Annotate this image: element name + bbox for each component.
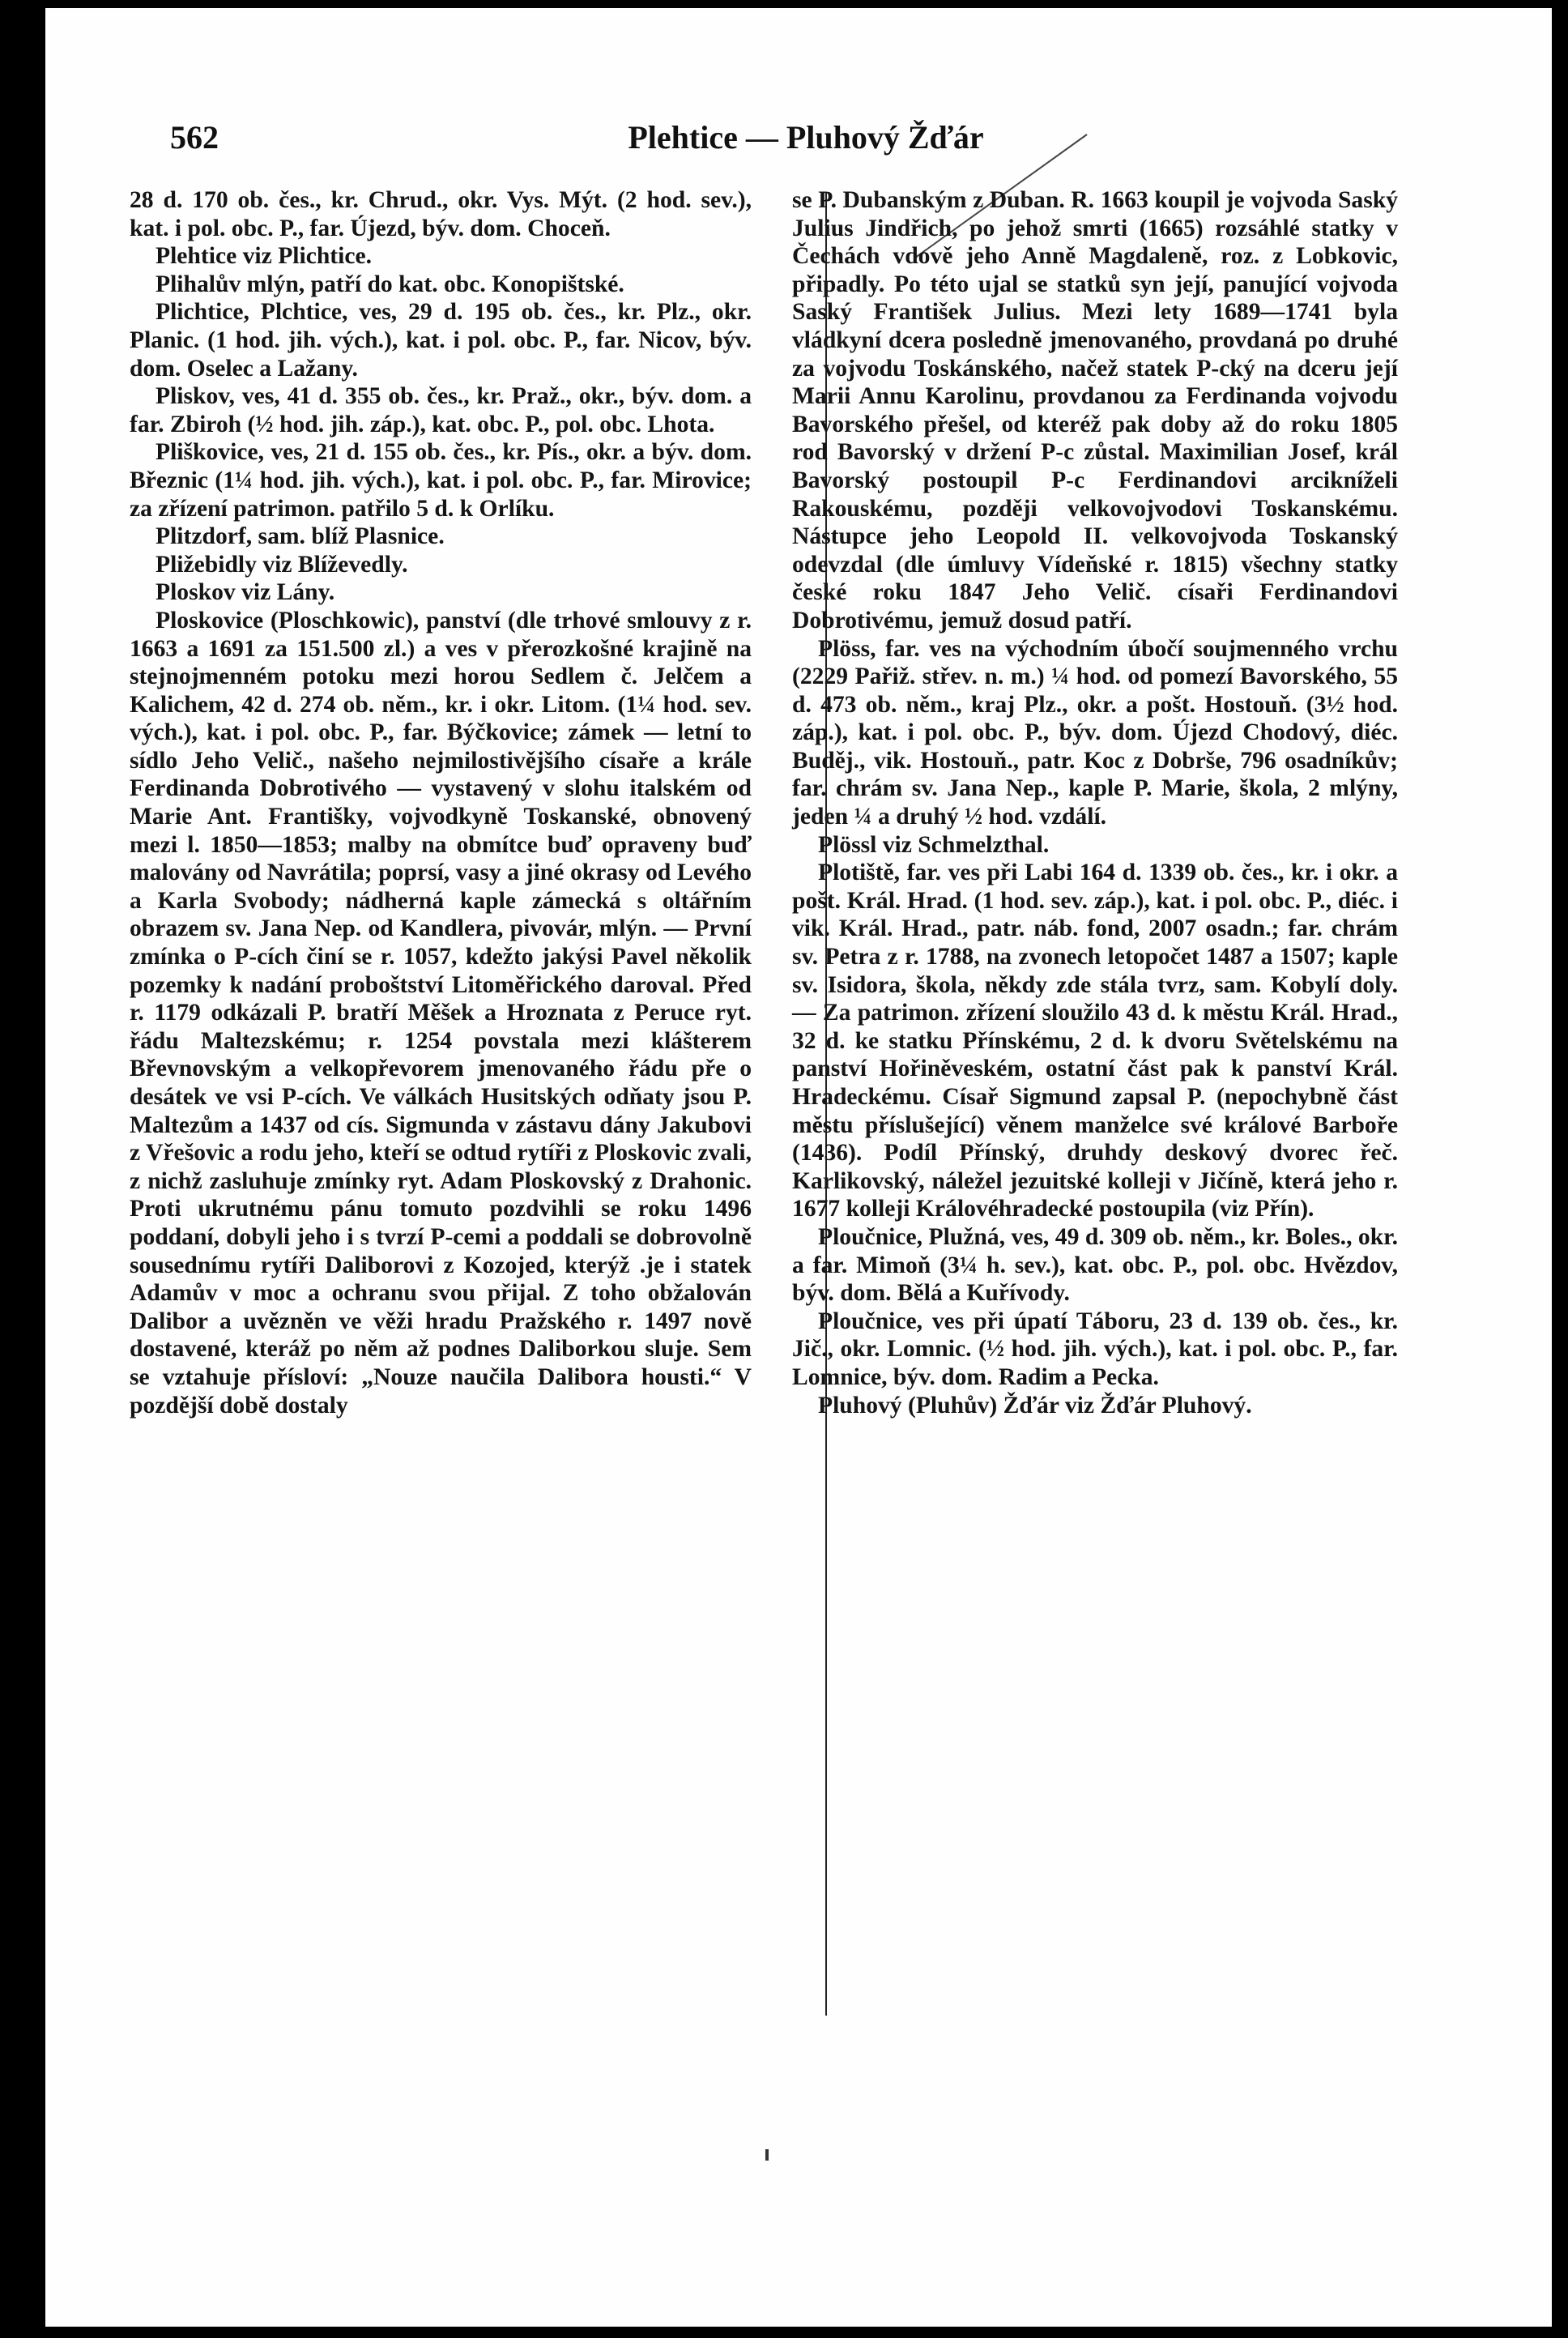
- entry-paragraph: Plössl viz Schmelzthal.: [818, 831, 1050, 858]
- right-column: [792, 186, 1398, 1419]
- entry-paragraph: Ploučnice, ves při úpatí Táboru, 23 d. 139 ob. čes., kr. Jič., okr. Lomnic. (½ hod. jih. vých.), kat. i pol. obc. P., far. Lomnice, býv. dom. Radim a Pecka.: [792, 1308, 1398, 1390]
- entry-paragraph: Ploskovice (Ploschkowic), panství (dle trhové smlouvy z r. 1663 a 1691 za 151.500 zl.) a ves v přerozkošné krajině na stejnojmenném potoku mezi horou Sedlem č. Jelčem a Kalichem, 42 d. 274 ob. něm., kr. i okr. Litom. (1¼ hod. sev. vých.), kat. i pol. obc. P., far. Býčkovice; zámek — letní to sídlo Jeho Velič., našeho nejmilostivějšího císaře a krále Ferdinanda Dobrotivého — vystavený v slohu italském od Marie Ant. Františky, vojvodkyně Toskanské, obnovený mezi l. 1850—1853; malby na obmítce buď opraveny buď malovány od Navrátila; poprsí, vasy a jiné okrasy od Levého a Karla Svobody; nádherná kaple zámecká s oltářním obrazem sv. Jana Nep. od Kandlera, pivovár, mlýn. — První zmínka o P-cích činí se r. 1057, kdežto jakýsi Pavel několik pozemky k nadání proboštství Litoměřického daroval. Před r. 1179 odkázali P. bratří Měšek a Hroznata z Peruce ryt. řádu Maltezskému; r. 1254 povstala mezi klášterem Břevnovským a velkopřevorem jmenovaného řádu pře o desátek ve vsi P-cích. Ve válkách Husitských odňaty jsou P. Maltezům a 1437 od cís. Sigmunda v zástavu dány Jakubovi z Vřešovic a rodu jeho, kteří se odtud rytíři z Ploskovic zvali, z nichž zasluhuje zmínky ryt. Adam Ploskovský z Drahonic. Proti ukrutnému pánu tomuto pozdvihli se roku 1496 poddaní, dobyli jeho i s tvrzí P-cemi a poddali se dobrovolně sousednímu rytíři Daliborovi z Kozojed, kterýž .je i statek Adamův v moc a ochranu svou přijal. Z toho obžalován Dalibor a uvězněn ve věži hradu Pražského r. 1497 nově dostavené, kteráž po něm až podnes Daliborkou sluje. Sem se vztahuje přísloví: „Nouze naučila Dalibora housti.“ V pozdější době dostaly: [130, 607, 752, 1419]
- entry-paragraph: Pližebidly viz Blíževedly.: [156, 551, 408, 578]
- page-header: [170, 113, 1442, 162]
- entry-paragraph: 28 d. 170 ob. čes., kr. Chrud., okr. Vys. Mýt. (2 hod. sev.), kat. i pol. obc. P., far. Újezd, býv. dom. Choceň.: [130, 187, 752, 241]
- entry-paragraph: Ploskov viz Lány.: [156, 579, 335, 606]
- left-column: [130, 186, 752, 1419]
- entry-paragraph: Plihalův mlýn, patří do kat. obc. Konopištské.: [156, 271, 624, 297]
- entry-paragraph: Plehtice viz Plichtice.: [156, 243, 373, 270]
- entry-paragraph: Pliškovice, ves, 21 d. 155 ob. čes., kr. Pís., okr. a býv. dom. Březnic (1¼ hod. jih. vých.), kat. i pol. obc. P., far. Mirovice; za zřízení patrimon. patřilo 5 d. k Orlíku.: [130, 439, 752, 522]
- entry-paragraph: Plotiště, far. ves při Labi 164 d. 1339 ob. čes., kr. i okr. a pošt. Král. Hrad. (1 hod. sev. záp.), kat. i pol. obc. P., diéc. i vik. Král. Hrad., patr. náb. fond, 2007 osadn.; far. chrám sv. Petra z r. 1788, na zvonech letopočet 1487 a 1507; kaple sv. Isidora, škola, někdy zde stála tvrz, sam. Kobylí doly. — Za patrimon. zřízení sloužilo 43 d. k městu Král. Hrad., 32 d. ke statku Přínskému, 2 d. k dvoru Světelskému na panství Hořiněveském, ostatní část pak k panství Král. Hradeckému. Císař Sigmund zapsal P. (nepochybně část městu příslušející) věnem manželce své králové Barboře (1436). Podíl Přínský, druhdy deskový dvorec řeč. Karlikovský, náležel jezuitské kolleji v Jičíně, která jeho r. 1677 kolleji Královéhradecké postoupila (viz Přín).: [792, 860, 1398, 1222]
- entry-paragraph: se P. Dubanským z Duban. R. 1663 koupil je vojvoda Saský Julius Jindřich, po jehož smrti (1665) rozsáhlé statky v Čechách vdově jeho Anně Magdaleně, roz. z Lobkovic, připadly. Po této ujal se statků syn její, panující vojvoda Saský František Julius. Mezi lety 1689—1741 byla vládkyní dcera posledně jmenovaného, provdaná po druhé za vojvodu Toskánského, načež statek P-cký na dceru její Marii Annu Karolinu, provdanou za Ferdinanda vojvodu Bavorského přešel, od kteréž pak doby až do roku 1805 rod Bavorský v držení P-c zůstal. Maximilian Josef, král Bavorský postoupil P-c Ferdinandovi arcikníželi Rakouskému, později velkovojvodovi Toskanskému. Nástupce jeho Leopold II. velkovojvoda Toskanský odevzdal (dle úmluvy Vídeňské r. 1815) všechny statky české roku 1847 Jeho Velič. císaři Ferdinandovi Dobrotivému, jemuž dosud patří.: [792, 187, 1398, 634]
- page-number: 562: [170, 119, 219, 156]
- running-head: Plehtice — Pluhový Žďár: [628, 119, 984, 156]
- entry-paragraph: Pliskov, ves, 41 d. 355 ob. čes., kr. Praž., okr., býv. dom. a far. Zbiroh (½ hod. jih. záp.), kat. obc. P., pol. obc. Lhota.: [130, 383, 752, 437]
- entry-paragraph: Plitzdorf, sam. blíž Plasnice.: [156, 523, 445, 550]
- entry-paragraph: Plöss, far. ves na východním úbočí soujmenného vrchu (2229 Pařiž. střev. n. m.) ¼ hod. od pomezí Bavorského, 55 d. 473 ob. něm., kraj Plz., okr. a pošt. Hostouň. (3½ hod. záp.), kat. i pol. obc. P., býv. dom. Újezd Chodový, diéc. Buděj., vik. Hostouň., patr. Koc z Dobrše, 796 osadníkův; far. chrám sv. Jana Nep., kaple P. Marie, škola, 2 mlýny, jeden ¼ a druhý ½ hod. vzdálí.: [792, 635, 1398, 830]
- entry-paragraph: Plichtice, Plchtice, ves, 29 d. 195 ob. čes., kr. Plz., okr. Planic. (1 hod. jih. vých.), kat. i pol. obc. P., far. Nicov, býv. dom. Oselec a Lažany.: [130, 299, 752, 382]
- ink-speck: [765, 2149, 769, 2161]
- entry-paragraph: Pluhový (Pluhův) Žďár viz Žďár Pluhový.: [818, 1392, 1252, 1419]
- entry-paragraph: Ploučnice, Plužná, ves, 49 d. 309 ob. něm., kr. Boles., okr. a far. Mimoň (3¼ h. sev.), kat. obc. P., pol. obc. Hvězdov, býv. dom. Bělá a Kuřívody.: [792, 1223, 1398, 1307]
